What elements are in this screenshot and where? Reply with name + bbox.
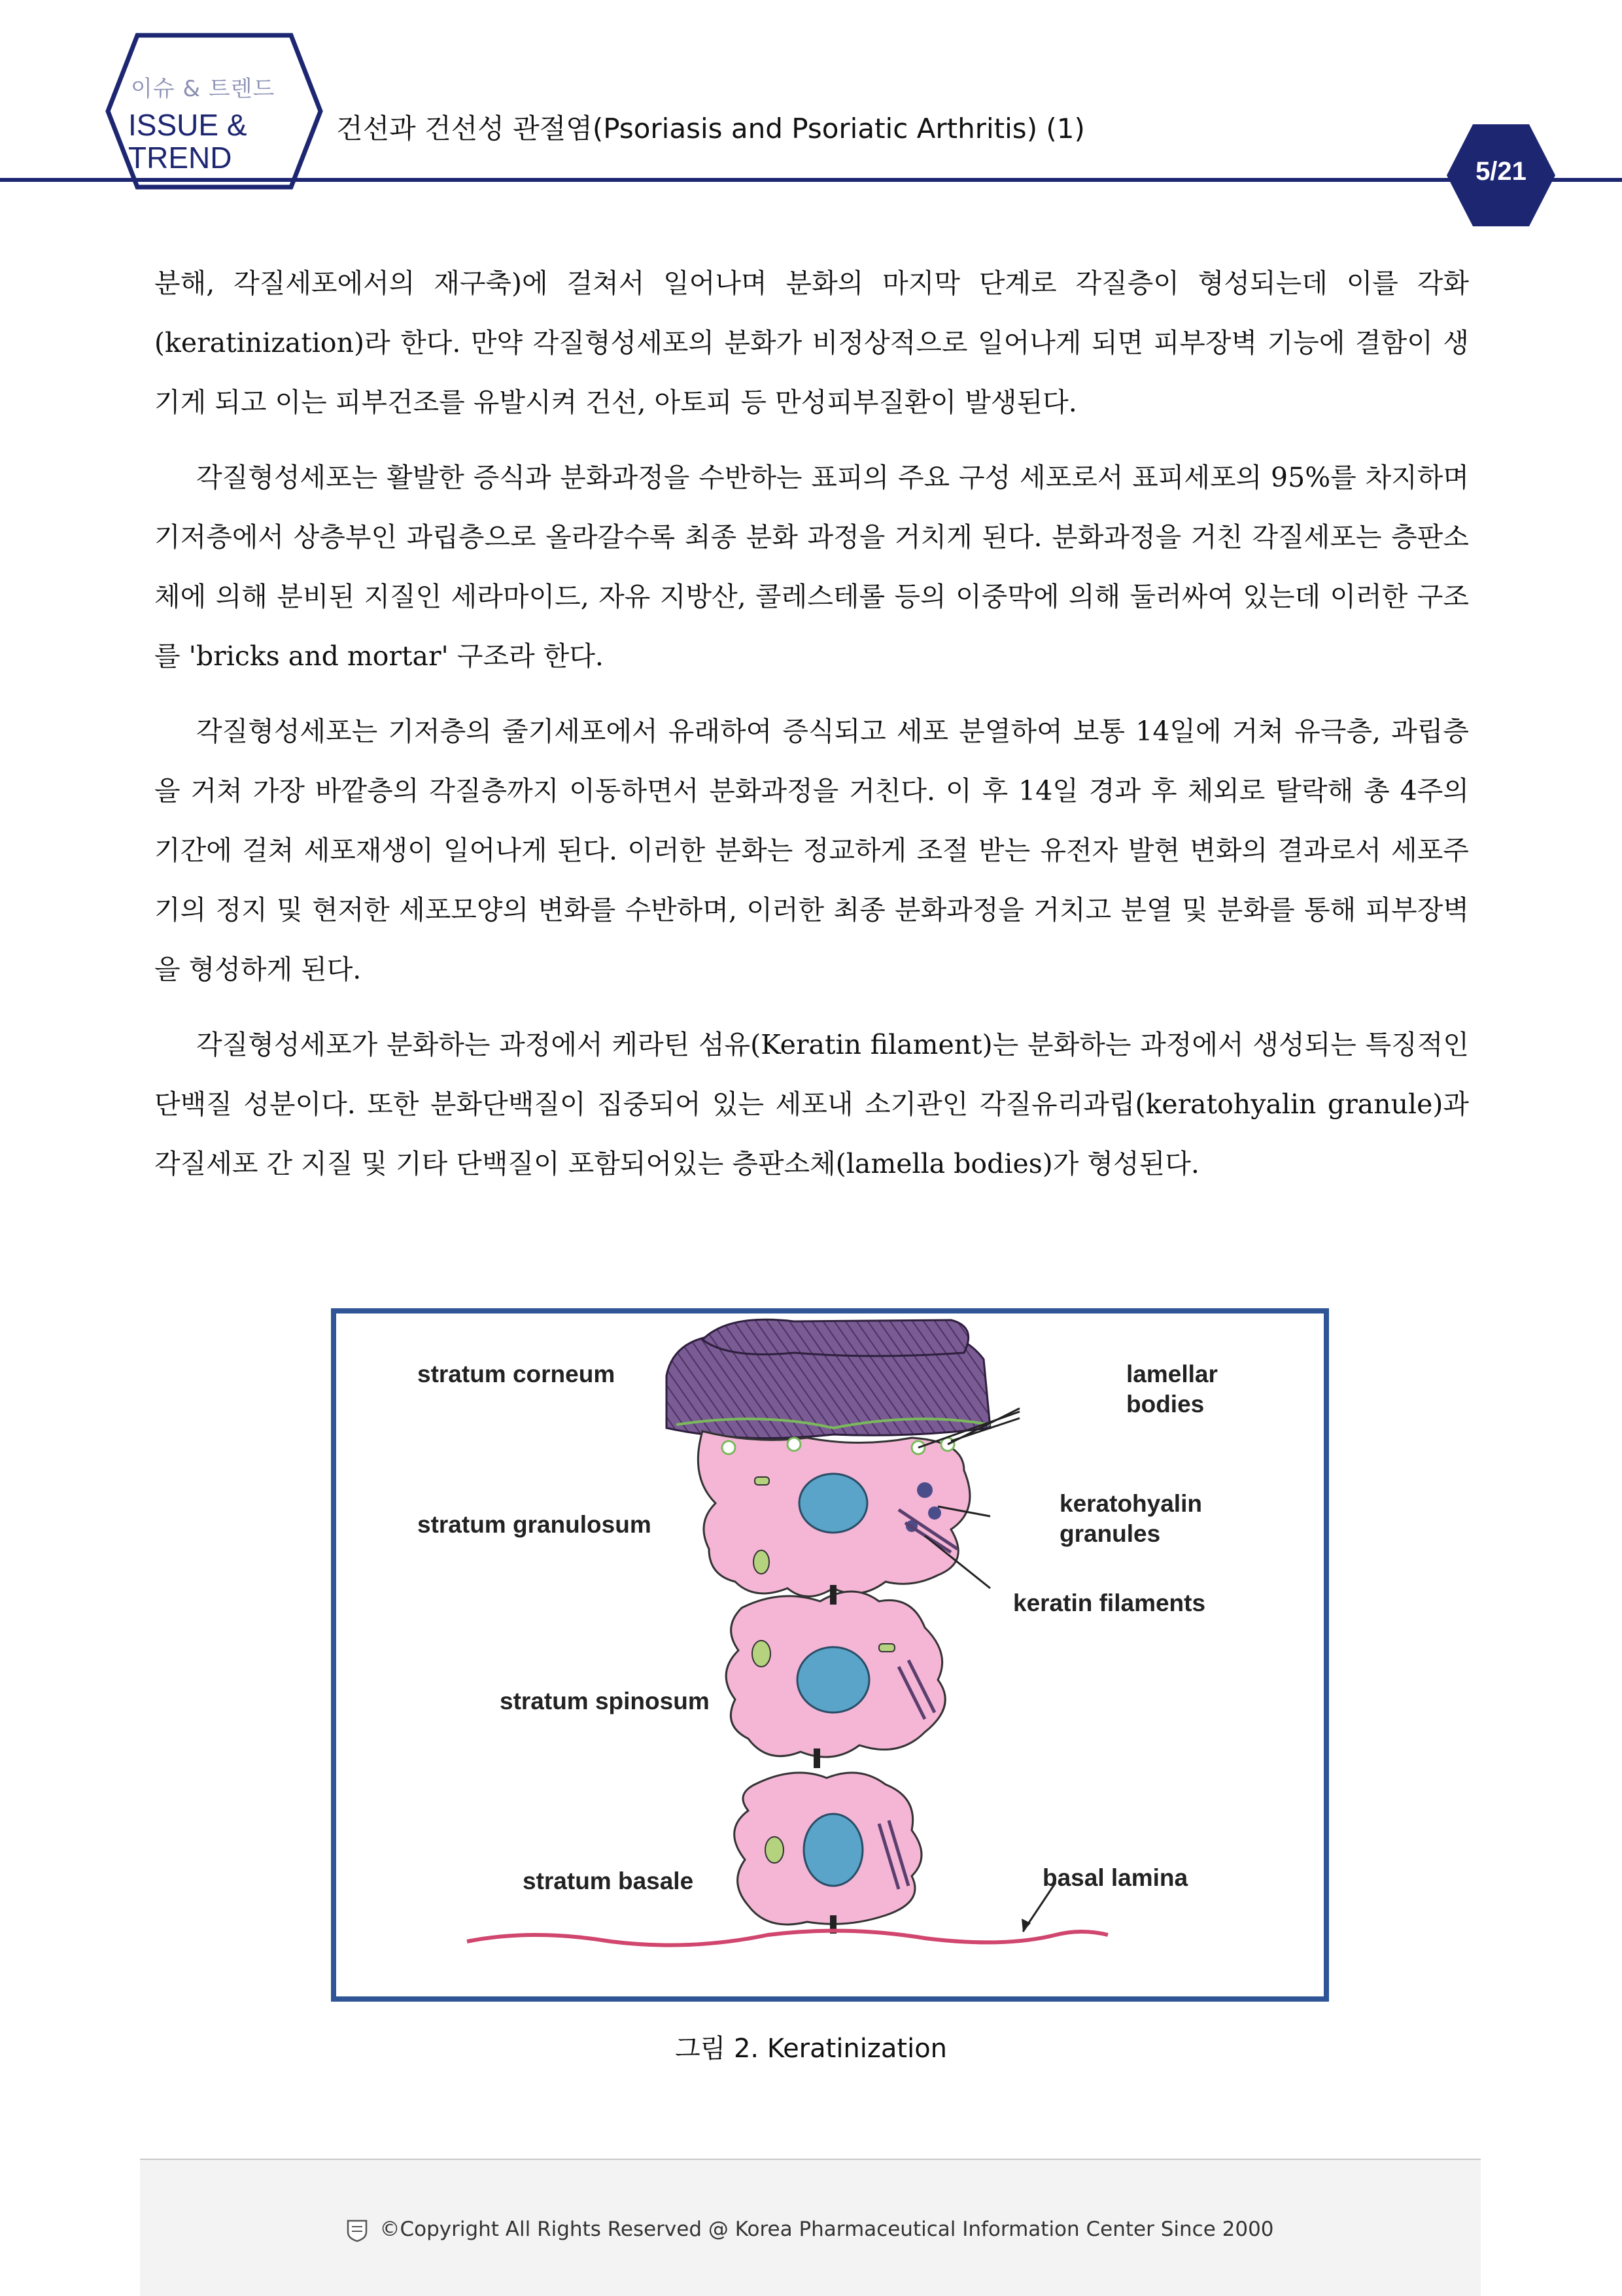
granulosum-nucleus xyxy=(799,1474,867,1533)
label-stratum-spinosum: stratum spinosum xyxy=(500,1688,710,1714)
keratinization-figure xyxy=(331,1308,1329,2002)
basale-nucleus xyxy=(804,1814,863,1886)
label-stratum-granulosum: stratum granulosum xyxy=(417,1511,651,1538)
logo-subtitle: 이슈 & 트렌드 xyxy=(131,76,275,102)
label-keratin-filaments: keratin filaments xyxy=(1013,1590,1206,1616)
footer-copyright: ©Copyright All Rights Reserved @ Korea Pharmaceutical Information Center Since 2000 xyxy=(379,2218,1274,2241)
logo-title-line1: ISSUE & xyxy=(128,108,247,142)
header-divider xyxy=(0,178,1622,182)
page-footer xyxy=(140,2159,1481,2296)
label-stratum-basale: stratum basale xyxy=(523,1868,694,1894)
article-body xyxy=(154,254,1469,1209)
paragraph-4: 각질형성세포가 분화하는 과정에서 케라틴 섬유(Keratin filament)는 분화하는 과정에서 생성되는 특징적인 단백질 성분이다. 또한 분화단백질이 집중되어 있는 세포내 소기관인 각질유리과립(keratohyalin granule)과 각질세포 간 지질 및 기타 단백질이 포함되어있는 층판소체(lamella bodies)가 형성된다. xyxy=(154,1029,1469,1179)
page-number: 5/21 xyxy=(1475,157,1527,186)
footer-copyright-row xyxy=(140,2218,1481,2242)
basal-lamina-line xyxy=(467,1931,1108,1945)
shield-logo-icon xyxy=(347,2219,368,2242)
label-lamellar-bodies: lamellar bodies xyxy=(1126,1361,1218,1418)
label-stratum-corneum: stratum corneum xyxy=(417,1361,615,1387)
corneum-cell-top xyxy=(702,1319,969,1356)
document-title: 건선과 건선성 관절염(Psoriasis and Psoriatic Arthritis) (1) xyxy=(336,113,1085,145)
figure-caption: 그림 2. Keratinization xyxy=(674,2034,948,2064)
label-basal-lamina: basal lamina xyxy=(1043,1864,1188,1891)
spinosum-nucleus xyxy=(797,1647,869,1713)
paragraph-1: 분해, 각질세포에서의 재구축)에 걸쳐서 일어나며 분화의 마지막 단계로 각질층이 형성되는데 이를 각화(keratinization)라 한다. 만약 각질형성세포의 분화가 비정상적으로 일어나게 되면 피부장벽 기능에 결함이 생기게 되고 이는 피부건조를 유발시켜 건선, 아토피 등 만성피부질환이 발생된다. xyxy=(154,268,1469,418)
logo-title-line2: TREND xyxy=(128,141,232,175)
paragraph-2: 각질형성세포는 활발한 증식과 분화과정을 수반하는 표피의 주요 구성 세포로서 표피세포의 95%를 차지하며 기저층에서 상층부인 과립층으로 올라갈수록 최종 분화 과정을 거치게 된다. 분화과정을 거친 각질세포는 층판소체에 의해 분비된 지질인 세라마이드, 자유 지방산, 콜레스테롤 등의 이중막에 의해 둘러싸여 있는데 이러한 구조를 'bricks and mortar' 구조라 한다. xyxy=(154,462,1469,672)
label-keratohyalin-granules: keratohyalin granules xyxy=(1060,1490,1202,1548)
paragraph-3: 각질형성세포는 기저층의 줄기세포에서 유래하여 증식되고 세포 분열하여 보통 14일에 거쳐 유극층, 과립층을 거쳐 가장 바깥층의 각질층까지 이동하면서 분화과정을 거친다. 이 후 14일 경과 후 체외로 탈락해 총 4주의 기간에 걸쳐 세포재생이 일어나게 된다. 이러한 분화는 정교하게 조절 받는 유전자 발현 변화의 결과로서 세포주기의 정지 및 현저한 세포모양의 변화를 수반하며, 이러한 최종 분화과정을 거치고 분열 및 분화를 통해 피부장벽을 형성하게 된다. xyxy=(154,716,1469,985)
